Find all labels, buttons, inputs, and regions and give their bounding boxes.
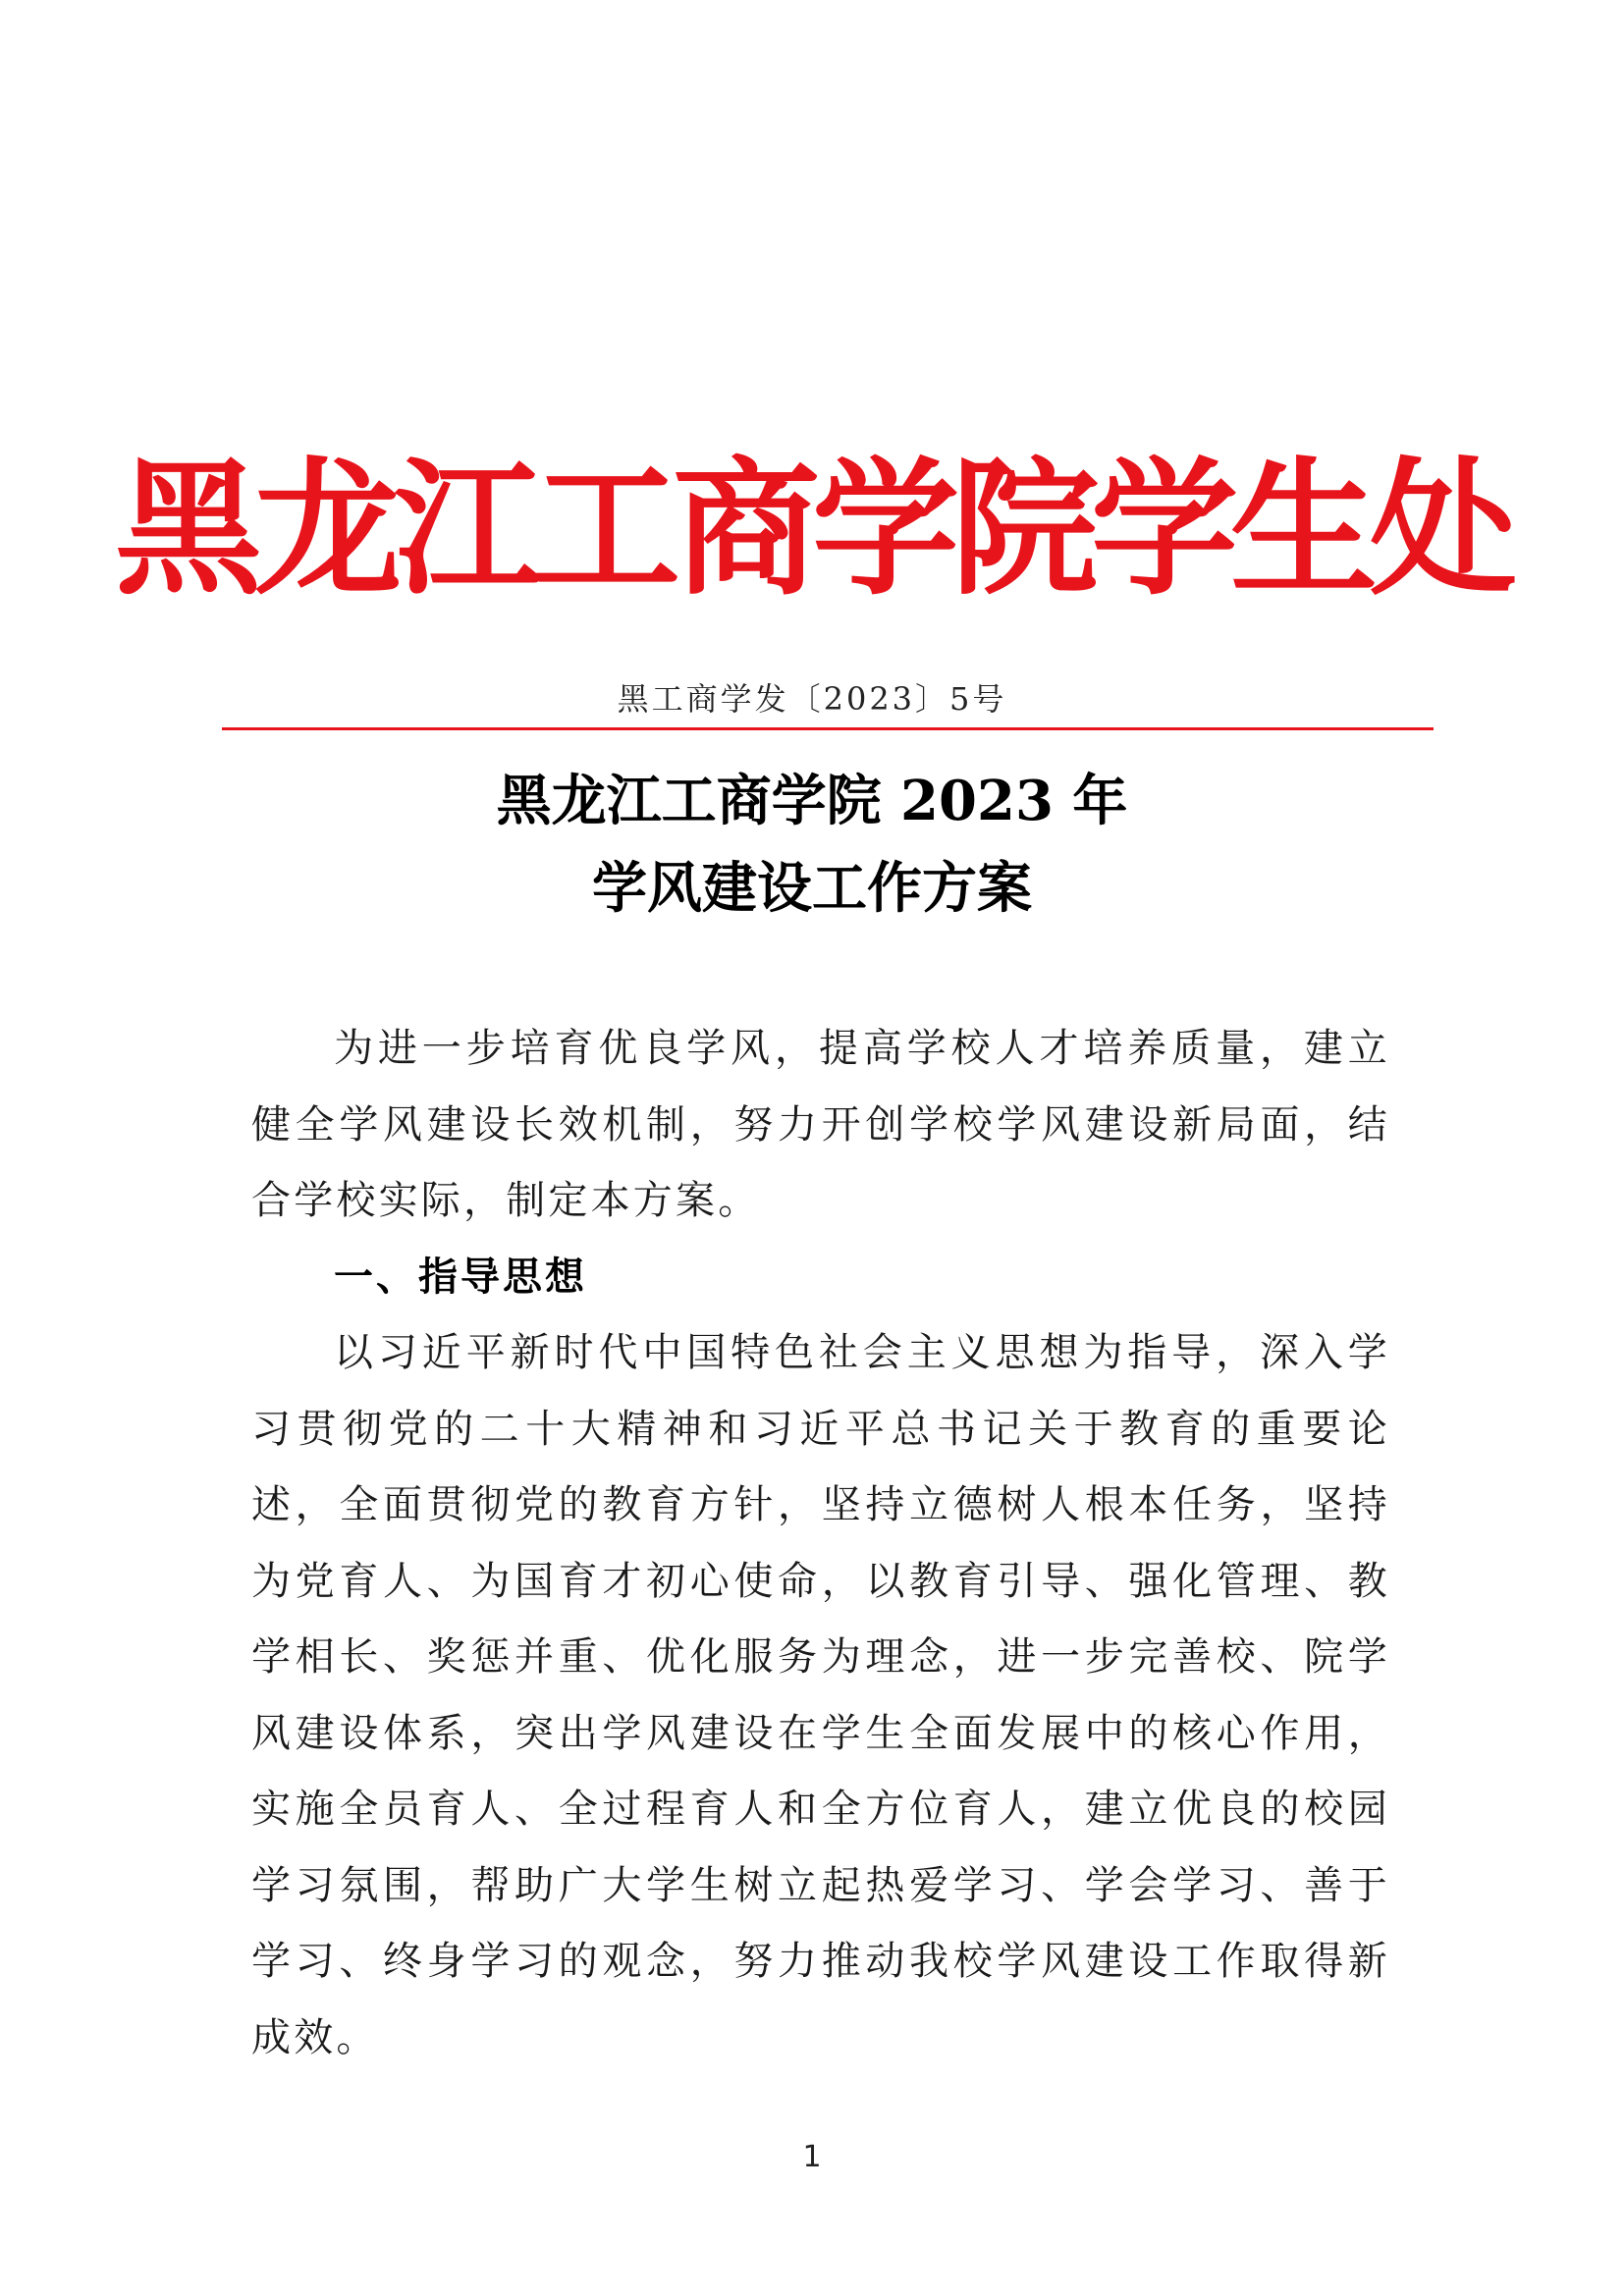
intro-paragraph: 为进一步培育优良学风，提高学校人才培养质量，建立健全学风建设长效机制，努力开创学校学风建设新局面，结合学校实际，制定本方案。 xyxy=(251,1026,1390,1223)
section-heading-guiding-ideology: 一、指导思想 xyxy=(334,1255,587,1300)
red-divider-line xyxy=(222,727,1434,730)
document-title-line1: 黑龙江工商学院 2023 年 xyxy=(496,769,1128,833)
page-number: 1 xyxy=(802,2140,822,2174)
section-paragraph-guiding-ideology: 以习近平新时代中国特色社会主义思想为指导，深入学习贯彻党的二十大精神和习近平总书记关于教育的重要论述，全面贯彻党的教育方针，坚持立德树人根本任务，坚持为党育人、为国育才初心使命，以教育引导、强化管理、教学相长、奖惩并重、优化服务为理念，进一步完善校、院学风建设体系，突出学风建设在学生全面发展中的核心作用，实施全员育人、全过程育人和全方位育人，建立优良的校园学习氛围，帮助广大学生树立起热爱学习、学会学习、善于学习、终身学习的观念，努力推动我校学风建设工作取得新成效。 xyxy=(251,1330,1390,2060)
document-number: 黑工商学发〔2023〕5号 xyxy=(617,680,1007,718)
document-title-line2: 学风建设工作方案 xyxy=(592,856,1032,921)
masthead-title: 黑龙江工商学院学生处 xyxy=(114,445,1509,615)
